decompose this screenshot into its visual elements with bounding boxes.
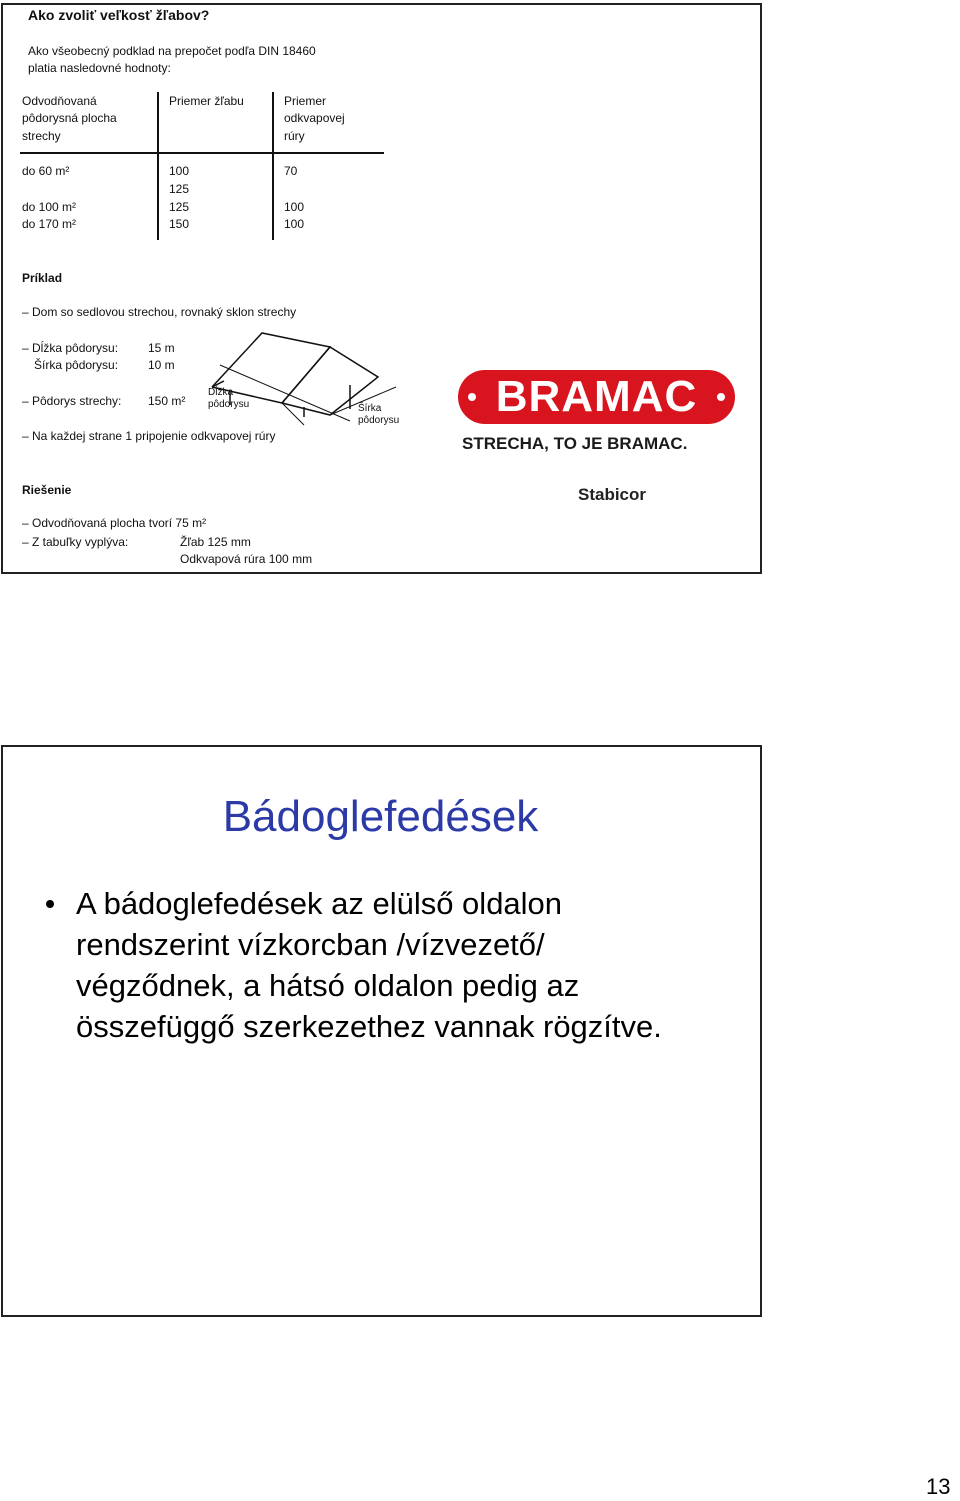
- figure-label-length-2: pôdorysu: [208, 399, 250, 410]
- table-row-1-pipe: 70: [284, 164, 298, 178]
- solution-label: Riešenie: [22, 483, 72, 497]
- example-width-label: Šírka pôdorysu:: [34, 358, 119, 372]
- bramac-logo-text: BRAMAC: [495, 372, 698, 421]
- table-header-pipe-2: odkvapovej: [284, 111, 345, 125]
- table-column-rule-2: [272, 92, 274, 240]
- table-row-3-gutter: 125: [169, 200, 190, 214]
- table-header-area-3: strechy: [22, 129, 61, 143]
- example-line-1: – Dom so sedlovou strechou, rovnaký sklon strechy: [22, 305, 297, 319]
- table-header-pipe-3: rúry: [284, 129, 305, 143]
- example-length-label: – Dĺžka pôdorysu:: [22, 341, 119, 355]
- figure-label-length-1: Dĺžka: [208, 387, 234, 398]
- table-row-3-pipe: 100: [284, 200, 305, 214]
- brand-slogan: STRECHA, TO JE BRAMAC.: [462, 434, 688, 453]
- product-name: Stabicor: [578, 485, 647, 504]
- table-column-rule-1: [157, 92, 159, 240]
- table-row-3-area: do 100 m²: [22, 200, 77, 214]
- bramac-logo: [458, 370, 735, 424]
- intro-text-line-2: platia nasledovné hodnoty:: [28, 61, 171, 75]
- slide-title: Bádoglefedések: [222, 792, 539, 841]
- solution-line-1: – Odvodňovaná plocha tvorí 75 m²: [22, 516, 207, 530]
- slide-1-frame: [1, 3, 762, 574]
- logo-dot-right: [717, 393, 725, 401]
- table-row-4-pipe: 100: [284, 217, 305, 231]
- table-row-2-gutter: 125: [169, 182, 190, 196]
- table-header-area-2: pôdorysná plocha: [22, 111, 117, 125]
- table-header-area-1: Odvodňovaná: [22, 94, 97, 108]
- solution-line-2: – Z tabuľky vyplýva:: [22, 535, 129, 549]
- page-number: 13: [926, 1474, 951, 1499]
- table-row-1-area: do 60 m²: [22, 164, 70, 178]
- example-width-value: 10 m: [148, 358, 175, 372]
- example-area-label: – Pôdorys strechy:: [22, 394, 122, 408]
- table-row-4-gutter: 150: [169, 217, 190, 231]
- table-header-rule: [20, 152, 384, 154]
- bullet-text-line-3: végződnek, a hátsó oldalon pedig az: [76, 968, 580, 1003]
- bullet-text-line-2: rendszerint vízkorcban /vízvezető/: [76, 927, 545, 962]
- example-area-value: 150 m²: [148, 394, 186, 408]
- bullet-text-line-1: A bádoglefedések az elülső oldalon: [76, 886, 563, 921]
- table-header-pipe-1: Priemer: [284, 94, 327, 108]
- intro-text-line-1: Ako všeobecný podklad na prepočet podľa DIN 18460: [28, 44, 316, 58]
- table-heading: Ako zvoliť veľkosť žľabov?: [28, 7, 210, 23]
- table-header-gutter: Priemer žľabu: [169, 94, 244, 108]
- table-row-1-gutter: 100: [169, 164, 190, 178]
- bullet-icon: [46, 900, 54, 908]
- example-length-value: 15 m: [148, 341, 175, 355]
- example-label: Príklad: [22, 271, 63, 285]
- example-line-last: – Na každej strane 1 pripojenie odkvapovej rúry: [22, 429, 276, 443]
- figure-label-width-2: pôdorysu: [358, 415, 400, 426]
- solution-pipe-value: Odkvapová rúra 100 mm: [180, 552, 313, 566]
- bullet-text-line-4: összefüggő szerkezethez vannak rögzítve.: [76, 1009, 662, 1044]
- solution-gutter-value: Žľab 125 mm: [180, 535, 251, 549]
- table-row-4-area: do 170 m²: [22, 217, 77, 231]
- figure-label-width-1: Šírka: [358, 403, 382, 414]
